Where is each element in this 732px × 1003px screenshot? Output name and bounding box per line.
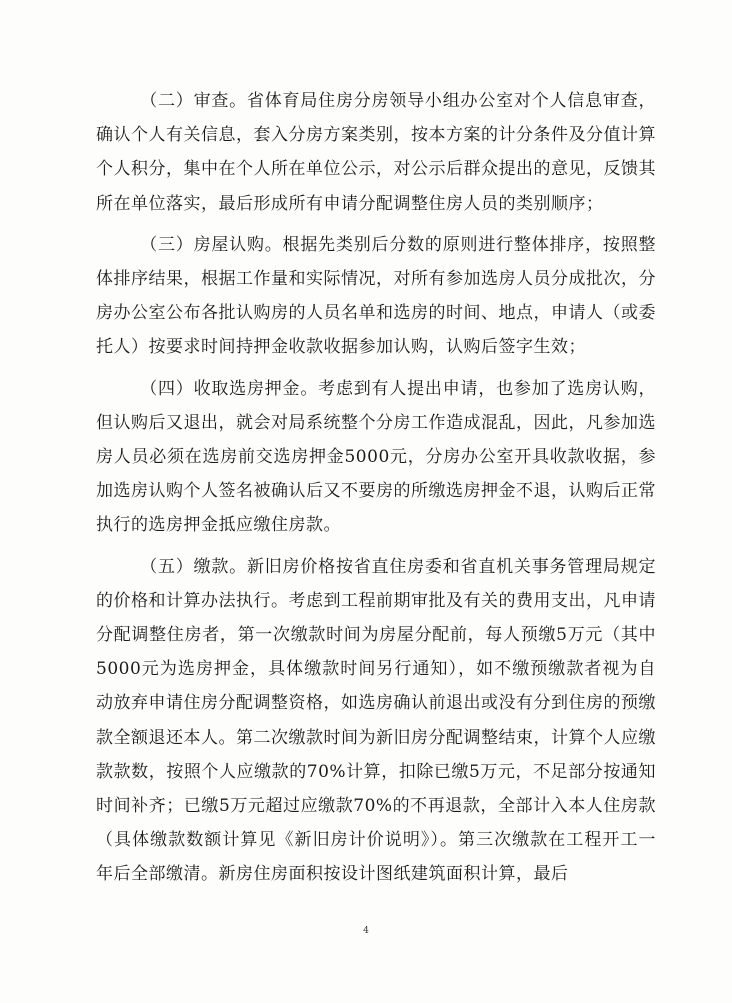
document-body bbox=[96, 84, 656, 899]
page-number: 4 bbox=[363, 926, 369, 936]
paragraph-deposit-collection: （四）收取选房押金。考虑到有人提出申请，也参加了选房认购，但认购后又退出，就会对局系统整个分房工作造成混乱，因此，凡参加选房人员必须在选房前交选房押金5000元，分房办公室开具收款收据，参加选房认购个人签名被确认后又不要房的所缴选房押金不退，认购后正常执行的选房押金抵应缴住房款。 bbox=[96, 378, 656, 536]
paragraph-house-subscription: （三）房屋认购。根据先类别后分数的原则进行整体排序，按照整体排序结果，根据工作量和实际情况，对所有参加选房人员分成批次，分房办公室公布各批认购房的人员名单和选房的时间、地点，申请人（或委托人）按要求时间持押金收款收据参加认购，认购后签字生效； bbox=[96, 234, 656, 358]
paragraph-review: （二）审查。省体育局住房分房领导小组办公室对个人信息审查，确认个人有关信息，套入分房方案类别，按本方案的计分条件及分值计算个人积分，集中在个人所在单位公示，对公示后群众提出的意见，反馈其所在单位落实，最后形成所有申请分配调整住房人员的类别顺序； bbox=[96, 91, 656, 214]
paragraph-payment: （五）缴款。新旧房价格按省直住房委和省直机关事务管理局规定的价格和计算办法执行。考虑到工程前期审批及有关的费用支出，凡申请分配调整住房者，第一次缴款时间为房屋分配前，每人预缴5万元（其中5000元为选房押金，具体缴款时间另行通知），如不缴预缴款者视为自动放弃申请住房分配调整资格，如选房确认前退出或没有分到住房的预缴款全额退还本人。第二次缴款时间为新旧房分配调整结束，计算个人应缴款款数，按照个人应缴款的70%计算，扣除已缴5万元，不足部分按通知时间补齐；已缴5万元超过应缴款70%的不再退款，全部计入本人住房款（具体缴款数额计算见《新旧房计价说明》）。第三次缴款在工程开工一年后全部缴清。新房住房面积按设计图纸建筑面积计算，最后 bbox=[96, 556, 656, 885]
